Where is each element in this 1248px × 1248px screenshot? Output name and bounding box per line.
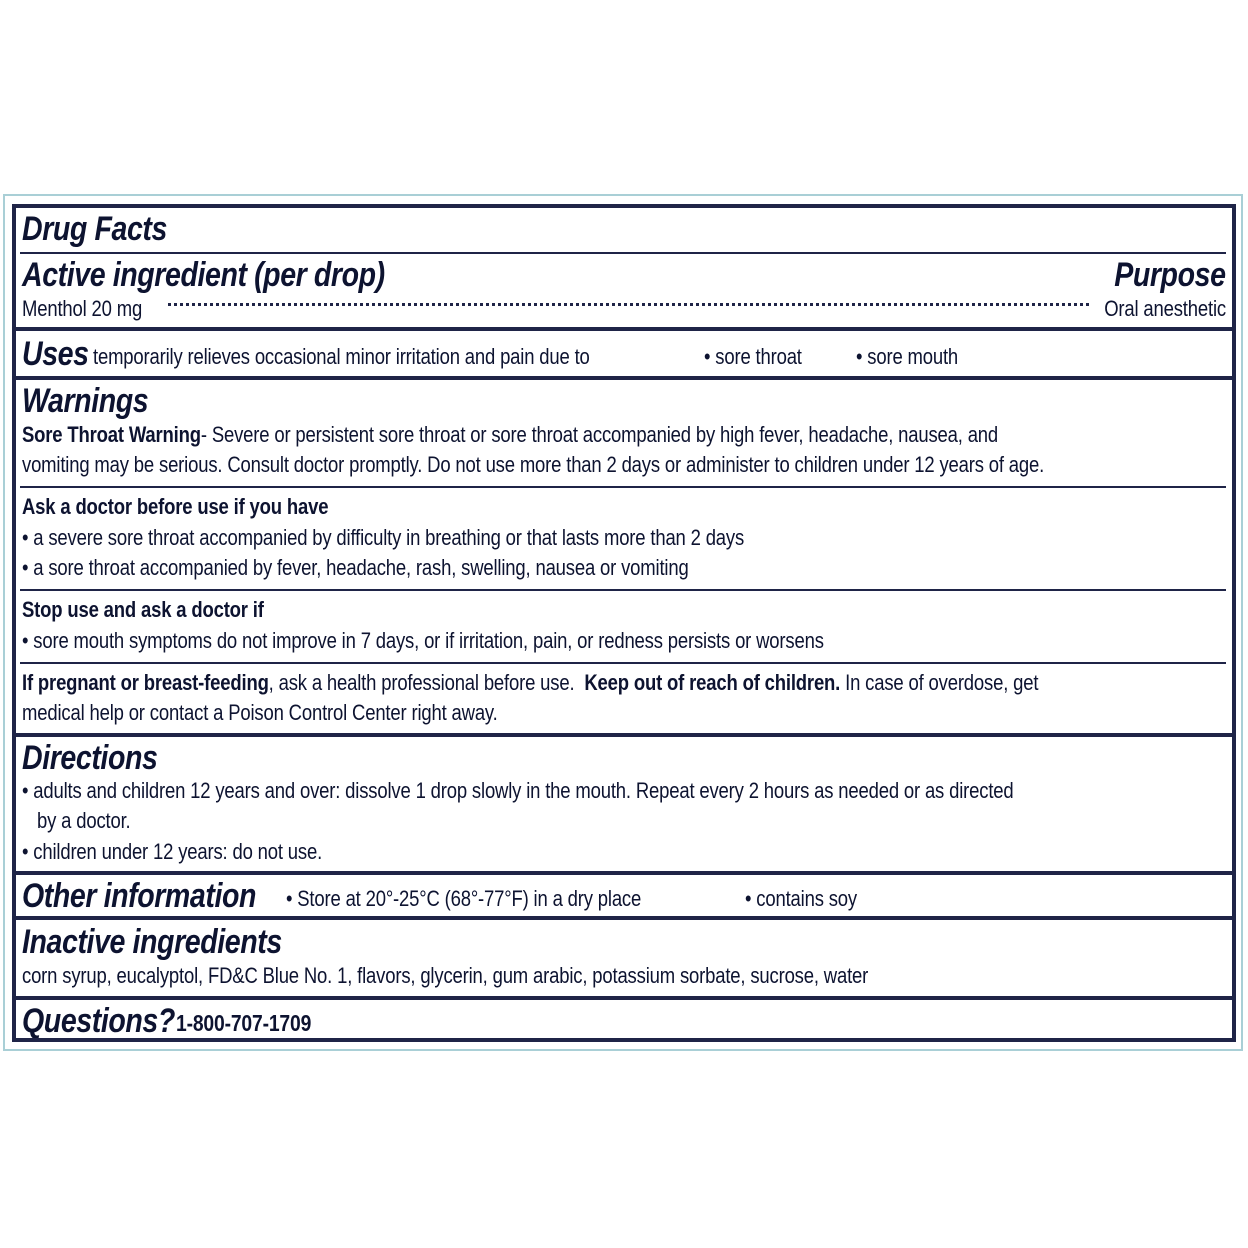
keep-out-line2: medical help or contact a Poison Control Center right away. bbox=[22, 700, 498, 725]
uses-heading: Uses bbox=[22, 335, 89, 373]
warnings-heading: Warnings bbox=[22, 382, 149, 420]
sore-throat-warning-line2: vomiting may be serious. Consult doctor promptly. Do not use more than 2 days or administer to children under 12 years of age. bbox=[22, 452, 1045, 477]
uses-item: • sore mouth bbox=[856, 344, 959, 369]
divider bbox=[20, 252, 1226, 254]
inactive-ingredients-text: corn syrup, eucalyptol, FD&C Blue No. 1, flavors, glycerin, gum arabic, potassium sorbate, sucrose, water bbox=[22, 963, 869, 988]
purpose-value: Oral anesthetic bbox=[1104, 296, 1226, 321]
dot-leader bbox=[168, 301, 1089, 306]
other-info-item: • contains soy bbox=[745, 886, 857, 911]
section-divider bbox=[16, 916, 1232, 920]
directions-item-cont: by a doctor. bbox=[37, 808, 131, 833]
stop-use-item: • sore mouth symptoms do not improve in 7 days, or if irritation, pain, or redness persists or worsens bbox=[22, 628, 824, 653]
section-divider bbox=[16, 327, 1232, 331]
divider bbox=[20, 486, 1226, 488]
section-divider bbox=[16, 733, 1232, 737]
purpose-heading: Purpose bbox=[1114, 256, 1226, 294]
uses-text: temporarily relieves occasional minor irritation and pain due to bbox=[93, 344, 590, 369]
questions-phone: 1-800-707-1709 bbox=[176, 1010, 312, 1036]
stop-use-heading: Stop use and ask a doctor if bbox=[22, 597, 264, 622]
ask-doctor-item: • a sore throat accompanied by fever, headache, rash, swelling, nausea or vomiting bbox=[22, 555, 689, 580]
inactive-ingredients-heading: Inactive ingredients bbox=[22, 923, 282, 961]
ask-doctor-item: • a severe sore throat accompanied by difficulty in breathing or that lasts more than 2 days bbox=[22, 525, 745, 550]
section-divider bbox=[16, 996, 1232, 1000]
drug-facts-title: Drug Facts bbox=[22, 210, 167, 248]
divider bbox=[20, 662, 1226, 664]
other-information-heading: Other information bbox=[22, 877, 257, 915]
pregnant-keep-out: If pregnant or breast-feeding, ask a health professional before use. Keep out of reach of children. In case of overdose, get bbox=[22, 670, 1039, 695]
drug-facts-panel bbox=[12, 204, 1236, 1042]
directions-item: • adults and children 12 years and over: dissolve 1 drop slowly in the mouth. Repeat every 2 hours as needed or as directed bbox=[22, 778, 1014, 803]
directions-heading: Directions bbox=[22, 739, 158, 777]
other-info-item: • Store at 20°-25°C (68°-77°F) in a dry place bbox=[286, 886, 642, 911]
active-ingredient-heading: Active ingredient (per drop) bbox=[22, 256, 385, 294]
section-divider bbox=[16, 871, 1232, 875]
sore-throat-warning: Sore Throat Warning- Severe or persistent sore throat or sore throat accompanied by high fever, headache, nausea, and bbox=[22, 422, 999, 447]
divider bbox=[20, 589, 1226, 591]
uses-item: • sore throat bbox=[704, 344, 802, 369]
active-ingredient-value: Menthol 20 mg bbox=[22, 296, 143, 321]
directions-item: • children under 12 years: do not use. bbox=[22, 839, 323, 864]
section-divider bbox=[16, 376, 1232, 380]
ask-doctor-heading: Ask a doctor before use if you have bbox=[22, 494, 329, 519]
questions-heading: Questions? bbox=[22, 1002, 175, 1040]
